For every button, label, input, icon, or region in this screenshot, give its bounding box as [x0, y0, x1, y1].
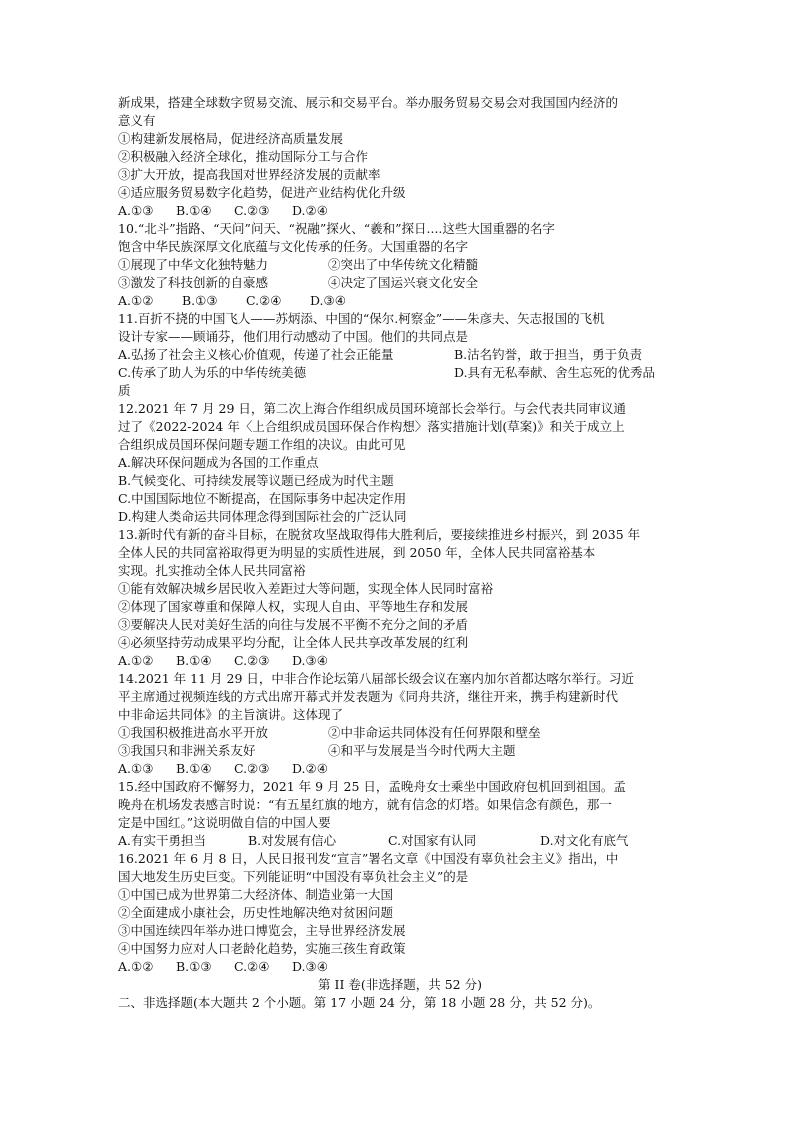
- statement-item: ③中国连续四年举办进口博览会，主导世界经济发展: [118, 923, 406, 938]
- question-14: [118, 670, 682, 778]
- option-continuation: 质: [118, 383, 131, 398]
- option-a: A.解决环保问题成为各国的工作重点: [118, 455, 319, 470]
- option-c: C.②④: [245, 293, 282, 308]
- option-a: A.弘扬了社会主义核心价值观，传递了社会正能量: [118, 347, 394, 362]
- question-13: [118, 526, 682, 670]
- question-stem: 定是中国红。”这说明做自信的中国人要: [118, 815, 331, 830]
- option-a: A.①②: [118, 653, 154, 668]
- question-stem: 过了《2022-2024 年〈上合组织成员国环保合作构想〉落实措施计划(草案)》和关于成立上: [118, 419, 625, 434]
- question-stem: 平主席通过视频连线的方式出席开幕式并发表题为《同舟共济，继往开来，携手构建新时代: [118, 689, 619, 704]
- statement-row: [118, 274, 682, 292]
- statement-row: [118, 724, 682, 742]
- statement-row: [118, 256, 682, 274]
- statement-item: ①中国已成为世界第二大经济体、制造业第一大国: [118, 887, 394, 902]
- statement-item: ③扩大开放，提高我国对世界经济发展的贡献率: [118, 167, 381, 182]
- option-c: C.传承了助人为乐的中华传统美德: [118, 365, 307, 380]
- answer-options: [118, 292, 682, 310]
- statement-item: ①能有效解决城乡居民收入差距过大等问题，实现全体人民同时富裕: [118, 581, 494, 596]
- question-12: [118, 400, 682, 526]
- statement-item: ②积极融入经济全球化，推动国际分工与合作: [118, 149, 369, 164]
- question-stem: 中非命运共同体》的主旨演讲。这体现了: [118, 707, 344, 722]
- question-10: [118, 220, 682, 310]
- question-stem: 新成果，搭建全球数字贸易交流、展示和交易平台。举办服务贸易交易会对我国国内经济的: [118, 95, 619, 110]
- question-stem: 12.2021 年 7 月 29 日，第二次上海合作组织成员国环境部长会举行。与会代表共同审议通: [118, 401, 626, 416]
- option-b: B.气候变化、可持续发展等议题已经成为时代主题: [118, 473, 394, 488]
- question-stem: 16.2021 年 6 月 8 日，人民日报刊发“宣言”署名文章《中国没有辜负社会主义》指出，中: [118, 851, 619, 866]
- question-stem: 饱含中华民族深厚文化底蕴与文化传承的任务。大国重器的名字: [118, 239, 469, 254]
- option-b: B.①③: [175, 959, 212, 974]
- statement-item: ①构建新发展格局，促进经济高质量发展: [118, 131, 344, 146]
- answer-options: [118, 346, 682, 364]
- option-d: D.具有无私奉献、舍生忘死的优秀品: [454, 365, 656, 380]
- statement-item: ②中非命运共同体没有任何界限和壁垒: [328, 725, 541, 740]
- option-b: B.对发展有信心: [248, 833, 337, 848]
- question-stem: 11.百折不挠的中国飞人——苏炳添、中国的“保尔.柯察金”——朱彦夫、矢志报国的飞机: [118, 311, 605, 326]
- question-stem: 合组织成员国环保问题专题工作组的决议。由此可见: [118, 437, 406, 452]
- statement-item: ③激发了科技创新的自豪感: [118, 275, 269, 290]
- section-title: 第 II 卷(非选择题，共 52 分): [318, 977, 482, 992]
- option-b: B.①④: [175, 203, 212, 218]
- question-11: [118, 310, 682, 400]
- option-c: C.②③: [233, 653, 270, 668]
- statement-item: ④适应服务贸易数字化趋势，促进产业结构优化升级: [118, 185, 406, 200]
- question-9: [118, 94, 682, 220]
- question-stem: 意义有: [118, 113, 156, 128]
- question-stem: 设计专家——顾诵芬，他们用行动感动了中国。他们的共同点是: [118, 329, 469, 344]
- question-stem: 晚舟在机场发表感言时说：“有五星红旗的地方，就有信念的灯塔。如果信念有颜色，那一: [118, 797, 612, 812]
- statement-item: ④必须坚持劳动成果平均分配，让全体人民共享改革发展的红利: [118, 635, 469, 650]
- option-c: C.对国家有认同: [388, 833, 477, 848]
- statement-item: ②突出了中华传统文化精髓: [328, 257, 479, 272]
- statement-item: ②体现了国家尊重和保障人权，实现人自由、平等地生存和发展: [118, 599, 469, 614]
- statement-item: ③要解决人民对美好生活的向往与发展不平衡不充分之间的矛盾: [118, 617, 469, 632]
- option-a: A.①②: [118, 293, 154, 308]
- answer-options: [118, 832, 682, 850]
- answer-options: [118, 364, 682, 382]
- option-c: C.中国国际地位不断提高，在国际事务中起决定作用: [118, 491, 407, 506]
- option-c: C.②③: [233, 761, 270, 776]
- option-c: C.②③: [233, 203, 270, 218]
- option-b: B.①③: [181, 293, 218, 308]
- option-a: A.①②: [118, 959, 154, 974]
- answer-options: [118, 760, 682, 778]
- option-d: D.②④: [291, 761, 328, 776]
- answer-options: [118, 958, 682, 976]
- option-d: D.③④: [291, 653, 328, 668]
- option-b: B.沽名钓誉，敢于担当，勇于负责: [454, 347, 643, 362]
- statement-row: [118, 742, 682, 760]
- question-stem: 国大地发生历史巨变。下列能证明“中国没有辜负社会主义”的是: [118, 869, 469, 884]
- question-stem: 14.2021 年 11 月 29 日，中非合作论坛第八届部长级会议在塞内加尔首都达喀尔举行。习近: [118, 671, 634, 686]
- option-b: B.①④: [175, 761, 212, 776]
- exam-page: [118, 94, 682, 1012]
- option-c: C.②④: [233, 959, 270, 974]
- statement-item: ③我国只和非洲关系友好: [118, 743, 256, 758]
- option-d: D.②④: [291, 203, 328, 218]
- question-stem: 实现。扎实推动全体人民共同富裕: [118, 563, 306, 578]
- option-a: A.①③: [118, 203, 154, 218]
- section-instructions: 二、非选择题(本大题共 2 个小题。第 17 小题 24 分，第 18 小题 28 分，共 52 分)。: [118, 995, 601, 1010]
- option-d: D.③④: [291, 959, 328, 974]
- statement-item: ②全面建成小康社会，历史性地解决绝对贫困问题: [118, 905, 394, 920]
- statement-item: ①我国积极推进高水平开放: [118, 725, 269, 740]
- question-stem: 10.“北斗”指路、“天问”问天、“祝融”探火、“羲和”探日....这些大国重器的名字: [118, 221, 555, 236]
- question-16: [118, 850, 682, 976]
- answer-options: [118, 202, 682, 220]
- option-a: A.①③: [118, 761, 154, 776]
- statement-item: ④决定了国运兴衰文化安全: [328, 275, 479, 290]
- option-a: A.有实干勇担当: [118, 833, 207, 848]
- statement-item: ④中国努力应对人口老龄化趋势，实施三孩生育政策: [118, 941, 406, 956]
- option-d: D.对文化有底气: [540, 833, 629, 848]
- statement-item: ④和平与发展是当今时代两大主题: [328, 743, 516, 758]
- option-d: D.构建人类命运共同体理念得到国际社会的广泛认同: [118, 509, 407, 524]
- question-15: [118, 778, 682, 850]
- option-b: B.①④: [175, 653, 212, 668]
- question-stem: 15.经中国政府不懈努力，2021 年 9 月 25 日，孟晚舟女士乘坐中国政府包机回到祖国。孟: [118, 779, 626, 794]
- question-stem: 13.新时代有新的奋斗目标，在脱贫攻坚战取得伟大胜利后，要接续推进乡村振兴，到 2035 年: [118, 527, 641, 542]
- statement-item: ①展现了中华文化独特魅力: [118, 257, 269, 272]
- answer-options: [118, 652, 682, 670]
- option-d: D.③④: [309, 293, 346, 308]
- question-stem: 全体人民的共同富裕取得更为明显的实质性进展，到 2050 年，全体人民共同富裕基本: [118, 545, 596, 560]
